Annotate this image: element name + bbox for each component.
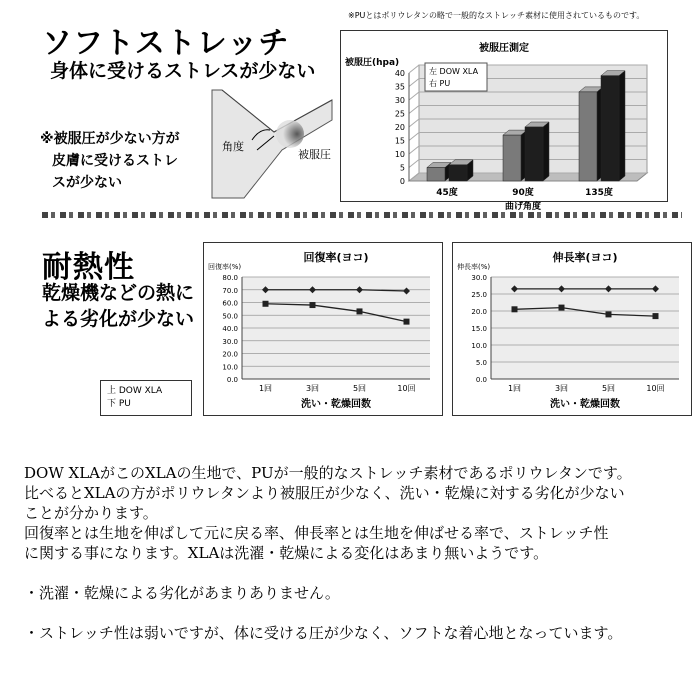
note-line: ※被服圧が少ない方が bbox=[40, 131, 180, 147]
grid-line bbox=[409, 160, 419, 168]
bar bbox=[427, 168, 445, 182]
y-tick-label: 40 bbox=[394, 69, 405, 78]
y-tick-label: 70.0 bbox=[222, 286, 238, 295]
x-tick-label: 90度 bbox=[512, 188, 534, 198]
data-point bbox=[559, 305, 565, 311]
heat-subtitle-line: 乾燥機などの熱に bbox=[42, 282, 195, 304]
grid-line bbox=[409, 106, 419, 114]
x-tick-label: 5回 bbox=[601, 384, 616, 393]
body-paragraph-line: ことが分かります。 bbox=[24, 504, 158, 522]
grid-line bbox=[409, 79, 419, 87]
data-point bbox=[357, 308, 363, 314]
heading-soft-stretch: ソフトストレッチ bbox=[42, 26, 290, 61]
bar bbox=[449, 165, 467, 181]
pressure-chart-frame bbox=[340, 30, 668, 212]
pu-note: ※PUとはポリウレタンの略で一般的なストレッチ素材に使用されているものです。 bbox=[348, 11, 645, 20]
grid-line bbox=[409, 119, 419, 127]
body-paragraph-line: 回復率とは生地を伸ばして元に戻る率、伸長率とは生地を伸ばせる率で、ストレッチ性 bbox=[24, 524, 609, 542]
y-tick-label: 0 bbox=[399, 177, 405, 186]
data-point bbox=[512, 306, 518, 312]
y-tick-label: 10 bbox=[394, 150, 405, 159]
x-tick-label: 1回 bbox=[258, 384, 273, 393]
recovery-chart-frame bbox=[203, 242, 443, 416]
bar bbox=[579, 92, 597, 181]
heat-subtitle bbox=[42, 280, 194, 332]
y-tick-label: 30.0 bbox=[471, 274, 487, 282]
y-tick-label: 20 bbox=[394, 123, 405, 132]
heat-subtitle-line: よる劣化が少ない bbox=[42, 308, 195, 330]
y-tick-label: 35 bbox=[394, 82, 405, 92]
y-tick-label: 15 bbox=[394, 136, 405, 146]
pressure-label: 被服圧 bbox=[298, 148, 331, 161]
heading-heat-resistance: 耐熱性 bbox=[42, 250, 135, 285]
note-line: スが少ない bbox=[52, 175, 122, 191]
y-tick-label: 0.0 bbox=[226, 376, 238, 384]
y-tick-label: 0.0 bbox=[475, 376, 487, 384]
elbow-diagram bbox=[212, 90, 332, 198]
y-tick-label: 80.0 bbox=[222, 274, 238, 282]
grid-line bbox=[409, 92, 419, 100]
bar-side bbox=[619, 71, 625, 181]
elongation-chart-frame bbox=[452, 242, 692, 416]
legend-pu: 下 PU bbox=[107, 399, 131, 409]
note-line: 皮膚に受けるストレ bbox=[52, 153, 178, 169]
bar-side bbox=[543, 122, 549, 181]
data-point bbox=[310, 302, 316, 308]
y-axis-label: 回復率(%) bbox=[208, 263, 242, 271]
x-tick-label: 45度 bbox=[436, 188, 458, 198]
body-text bbox=[24, 463, 694, 643]
y-tick-label: 25.0 bbox=[471, 291, 487, 299]
x-axis-label: 曲げ角度 bbox=[504, 202, 542, 212]
body-paragraph-line: 比べるとXLAの方がポリウレタンより被服圧が少なく、洗い・乾燥に対する劣化が少ない bbox=[24, 484, 625, 502]
chart-title: 伸長率(ヨコ) bbox=[552, 251, 618, 264]
body-paragraph-line: DOW XLAがこのXLAの生地で、PUが一般的なストレッチ素材であるポリウレタンです。 bbox=[24, 464, 632, 482]
data-point bbox=[263, 301, 269, 307]
y-axis-label: 伸長率(%) bbox=[457, 263, 491, 271]
y-tick-label: 10.0 bbox=[222, 363, 238, 372]
section-divider bbox=[42, 212, 682, 218]
y-tick-label: 20.0 bbox=[222, 350, 238, 359]
pressure-bar-chart bbox=[341, 31, 667, 212]
elongation-line-chart bbox=[453, 243, 691, 415]
bar bbox=[601, 76, 619, 181]
y-tick-label: 30 bbox=[394, 96, 405, 105]
y-tick-label: 15.0 bbox=[471, 325, 487, 333]
legend-entry: 右 PU bbox=[429, 79, 451, 88]
angle-label: 角度 bbox=[222, 140, 244, 153]
y-tick-label: 40.0 bbox=[222, 325, 238, 333]
x-tick-label: 10回 bbox=[397, 384, 416, 393]
x-tick-label: 3回 bbox=[305, 384, 320, 393]
bullet-softness: ・ストレッチ性は弱いですが、体に受ける圧が少なく、ソフトな着心地となっています。 bbox=[24, 624, 623, 642]
bullet-durability: ・洗濯・乾燥による劣化があまりありません。 bbox=[24, 584, 340, 602]
x-tick-label: 5回 bbox=[352, 384, 367, 393]
chart-title: 回復率(ヨコ) bbox=[303, 251, 369, 264]
x-tick-label: 1回 bbox=[507, 384, 522, 393]
data-point bbox=[653, 313, 659, 319]
body-paragraph-line: に関する事になります。XLAは洗濯・乾燥による変化はあまり無いようです。 bbox=[24, 544, 549, 562]
y-tick-label: 10.0 bbox=[471, 342, 487, 350]
data-point bbox=[606, 311, 612, 317]
y-tick-label: 5.0 bbox=[475, 359, 487, 367]
legend-box bbox=[100, 380, 192, 416]
data-point bbox=[404, 319, 410, 325]
legend-entry: 左 DOW XLA bbox=[429, 67, 479, 76]
x-tick-label: 135度 bbox=[585, 188, 613, 198]
y-tick-label: 20.0 bbox=[471, 308, 487, 316]
bar bbox=[503, 135, 521, 181]
x-tick-label: 10回 bbox=[646, 384, 665, 393]
y-tick-label: 5 bbox=[399, 163, 405, 173]
y-tick-label: 60.0 bbox=[222, 299, 238, 308]
heading-soft-subtitle: 身体に受けるストレスが少ない bbox=[50, 60, 316, 82]
recovery-line-chart bbox=[204, 243, 442, 415]
x-axis-label: 洗い・乾燥回数 bbox=[301, 399, 371, 410]
y-tick-label: 25 bbox=[394, 109, 405, 119]
y-tick-label: 50.0 bbox=[222, 312, 238, 321]
x-tick-label: 3回 bbox=[554, 384, 569, 393]
y-axis-label: 被服圧(hpa) bbox=[345, 58, 400, 68]
bar bbox=[525, 127, 543, 181]
grid-line bbox=[409, 65, 419, 73]
legend-xla: 上 DOW XLA bbox=[107, 386, 163, 396]
grid-line bbox=[409, 146, 419, 154]
grid-line bbox=[409, 133, 419, 141]
pressure-note bbox=[40, 128, 180, 194]
y-tick-label: 30.0 bbox=[222, 337, 238, 346]
x-axis-label: 洗い・乾燥回数 bbox=[550, 399, 620, 410]
chart-title: 被服圧測定 bbox=[479, 43, 529, 54]
